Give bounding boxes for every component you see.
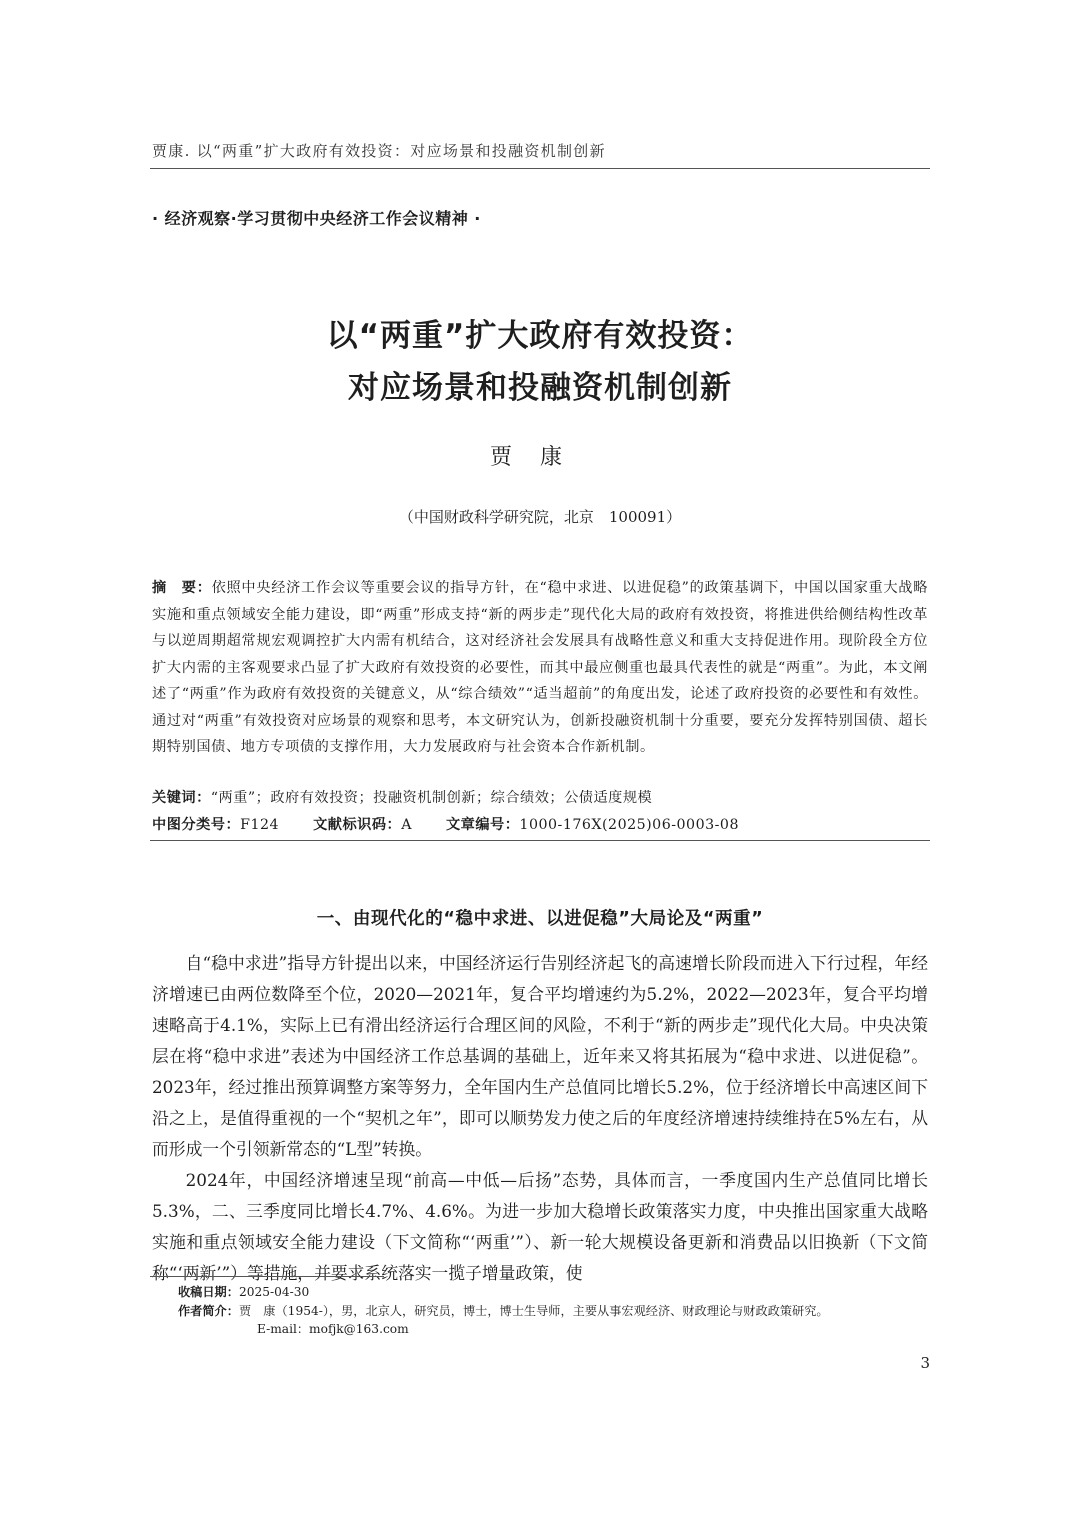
title-line-2: 对应场景和投融资机制创新 [348, 370, 732, 406]
author-affiliation: （中国财政科学研究院，北京 100091） [398, 508, 682, 526]
abstract-text: 依照中央经济工作会议等重要会议的指导方针，在“稳中求进、以进促稳”的政策基调下，中国以国家重大战略实施和重点领域安全能力建设，即“两重”形成支持“新的两步走”现代化大局的政府有效投资，将推进供给侧结构性改革与以逆周期超常规宏观调控扩大内需有机结合，这对经济社会发展具有战略性意义和重大支持促进作用。现阶段全方位扩大内需的主客观要求凸显了扩大政府有效投资的必要性，而其中最应侧重也最具代表性的就是“两重”。为此，本文阐述了“两重”作为政府有效投资的关键意义，从“综合绩效”“适当超前”的角度出发，论述了政府投资的必要性和有效性。通过对“两重”有效投资对应场景的观察和思考，本文研究认为，创新投融资机制十分重要，要充分发挥特别国债、超长期特别国债、地方专项债的支撑作用，大力发展政府与社会资本合作新机制。 [152, 580, 928, 755]
bio-label: 作者简介： [178, 1303, 239, 1318]
abstract-label: 摘 要： [152, 580, 212, 596]
clc-label: 中图分类号： [152, 817, 241, 833]
meta-divider [150, 840, 930, 841]
bio-value: 贾 康（1954-），男，北京人，研究员，博士，博士生导师，主要从事宏观经济、财政理论与财政政策研究。 [238, 1303, 829, 1318]
column-tag: · 经济观察·学习贯彻中央经济工作会议精神 · [152, 209, 481, 228]
author-bio [178, 1302, 928, 1321]
keywords-text: “两重”；政府有效投资；投融资机制创新；综合绩效；公债适度规模 [210, 790, 653, 806]
doc-code-value: A [401, 817, 412, 833]
received-label: 收稿日期： [178, 1285, 239, 1299]
article-number-label: 文章编号： [445, 817, 520, 833]
clc-value: F124 [240, 817, 280, 833]
author-name: 贾康 [489, 445, 590, 470]
keywords [152, 787, 928, 807]
section-heading: 一、由现代化的“稳中求进、以进促稳”大局论及“两重” [316, 909, 764, 929]
paragraph: 自“稳中求进”指导方针提出以来，中国经济运行告别经济起飞的高速增长阶段而进入下行过程，年经济增速已由两位数降至个位，2020—2021年，复合平均增速约为5.2%，2022—2023年，复合平均增速略高于4.1%，实际上已有滑出经济运行合理区间的风险，不利于“新的两步走”现代化大局。中央决策层在将“稳中求进”表述为中国经济工作总基调的基础上，近年来又将其拓展为“稳中求进、以进促稳”。2023年，经过推出预算调整方案等努力，全年国内生产总值同比增长5.2%，位于经济增长中高速区间下沿之上，是值得重视的一个“契机之年”，即可以顺势发力使之后的年度经济增速持续维持在5%左右，从而形成一个引领新常态的“L型”转换。 [152, 953, 928, 1159]
received-date [178, 1283, 928, 1302]
article-number-value: 1000-176X(2025)06-0003-08 [519, 817, 739, 833]
keywords-label: 关键词： [152, 790, 211, 806]
footnotes [178, 1283, 928, 1339]
doc-code-label: 文献标识码： [313, 817, 402, 833]
article-title [150, 310, 930, 414]
header-divider [150, 168, 930, 169]
running-header: 贾康. 以“两重”扩大政府有效投资：对应场景和投融资机制创新 [152, 142, 606, 160]
footnote-divider [150, 1276, 384, 1277]
body-text [152, 948, 928, 1289]
abstract [152, 575, 928, 761]
paragraph: 2024年，中国经济增速呈现“前高—中低—后扬”态势，具体而言，一季度国内生产总值同比增长5.3%，二、三季度同比增长4.7%、4.6%。为进一步加大稳增长政策落实力度，中央推出国家重大战略实施和重点领域安全能力建设（下文简称“‘两重’”）、新一轮大规模设备更新和消费品以旧换新（下文简称“‘两新’”）等措施，并要求系统落实一揽子增量政策，使 [152, 1170, 928, 1283]
received-value: 2025-04-30 [238, 1285, 310, 1299]
page-number: 3 [920, 1354, 930, 1372]
author-email: E-mail：mofjk@163.com [257, 1322, 409, 1336]
title-line-1: 以“两重”扩大政府有效投资： [326, 318, 754, 354]
classification-line [152, 814, 928, 834]
